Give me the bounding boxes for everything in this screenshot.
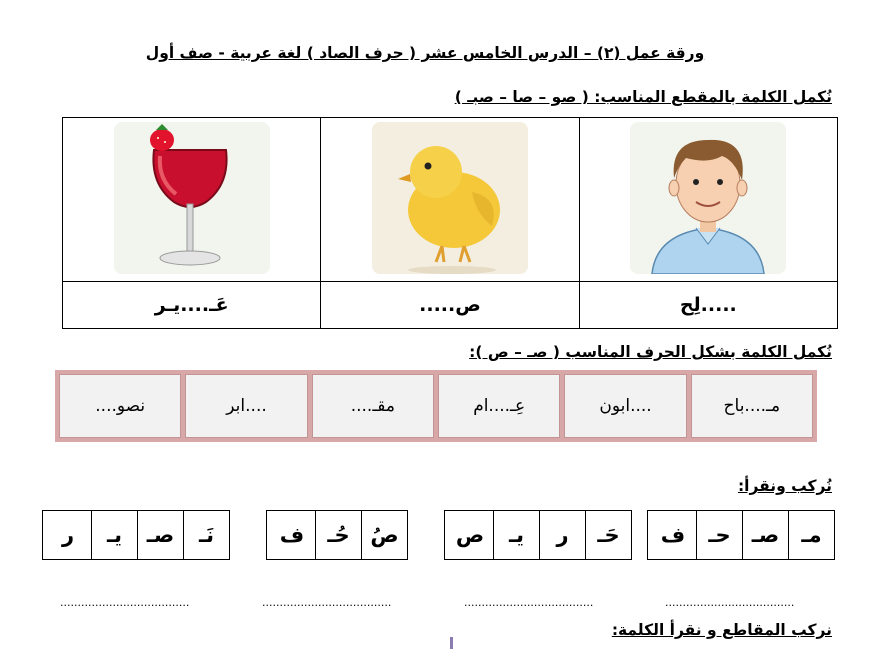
fill-cell-1: مـ....باح [691, 374, 813, 438]
cursor-mark [450, 637, 453, 649]
letter-box: ف [660, 523, 686, 547]
section2-heading: نُكمل الكلمة بشكل الحرف المناسب ( صـ – ص ): [469, 343, 832, 361]
boy-picture [630, 122, 786, 274]
letter-box: صـ [137, 511, 183, 559]
letter-group-2 [444, 510, 632, 560]
fill-cell-2: ....ابون [564, 374, 686, 438]
fill-cell-3: عِـ....ام [438, 374, 560, 438]
letter-box: ف [279, 523, 305, 547]
section3-heading: نُركب ونقرأ: [737, 477, 832, 495]
word-cell-3: عَـ....يـر [63, 282, 321, 329]
section4-heading: نركب المقاطع و نقرأ الكلمة: [611, 621, 832, 639]
juice-picture [114, 122, 270, 274]
boy-picture-cell [579, 118, 837, 282]
answer-line-2: ..................................... [464, 596, 594, 609]
letter-box: مـ [788, 511, 834, 559]
letter-box: نَـ [183, 511, 229, 559]
fill-cell-5: ....ابر [185, 374, 307, 438]
letter-box: يـ [493, 511, 539, 559]
fill-cell-4: مقـ.... [312, 374, 434, 438]
chick-picture-cell [321, 118, 579, 282]
letter-box: ر [61, 523, 75, 547]
letter-box: يـ [91, 511, 137, 559]
word-cell-1: .....لِح [579, 282, 837, 329]
fill-cell-6: نصو.... [59, 374, 181, 438]
letter-group-1 [647, 510, 835, 560]
answer-line-3: ..................................... [262, 596, 392, 609]
letter-group-3 [266, 510, 408, 560]
letter-box: حُـ [315, 511, 361, 559]
letter-box: حـ [696, 511, 742, 559]
letter-group-4 [42, 510, 230, 560]
section1-heading: نُكمل الكلمة بالمقطع المناسب: ( صو – صا – صبـ ) [454, 88, 832, 106]
letter-box: صـ [742, 511, 788, 559]
picture-word-table [62, 117, 838, 329]
letter-box: حَـ [585, 511, 631, 559]
chick-picture [372, 122, 528, 274]
fill-letter-frame [55, 370, 817, 442]
word-cell-2: ص..... [321, 282, 579, 329]
letter-box: ر [539, 511, 585, 559]
answer-line-1: ..................................... [665, 596, 795, 609]
juice-picture-cell [63, 118, 321, 282]
answer-line-4: ..................................... [60, 596, 190, 609]
letter-box: صُ [361, 511, 407, 559]
letter-box: ص [455, 523, 485, 547]
worksheet-title: ورقة عمل (٢) – الدرس الخامس عشر ( حرف الصاد ) لغة عربية - صف أول [145, 44, 705, 62]
